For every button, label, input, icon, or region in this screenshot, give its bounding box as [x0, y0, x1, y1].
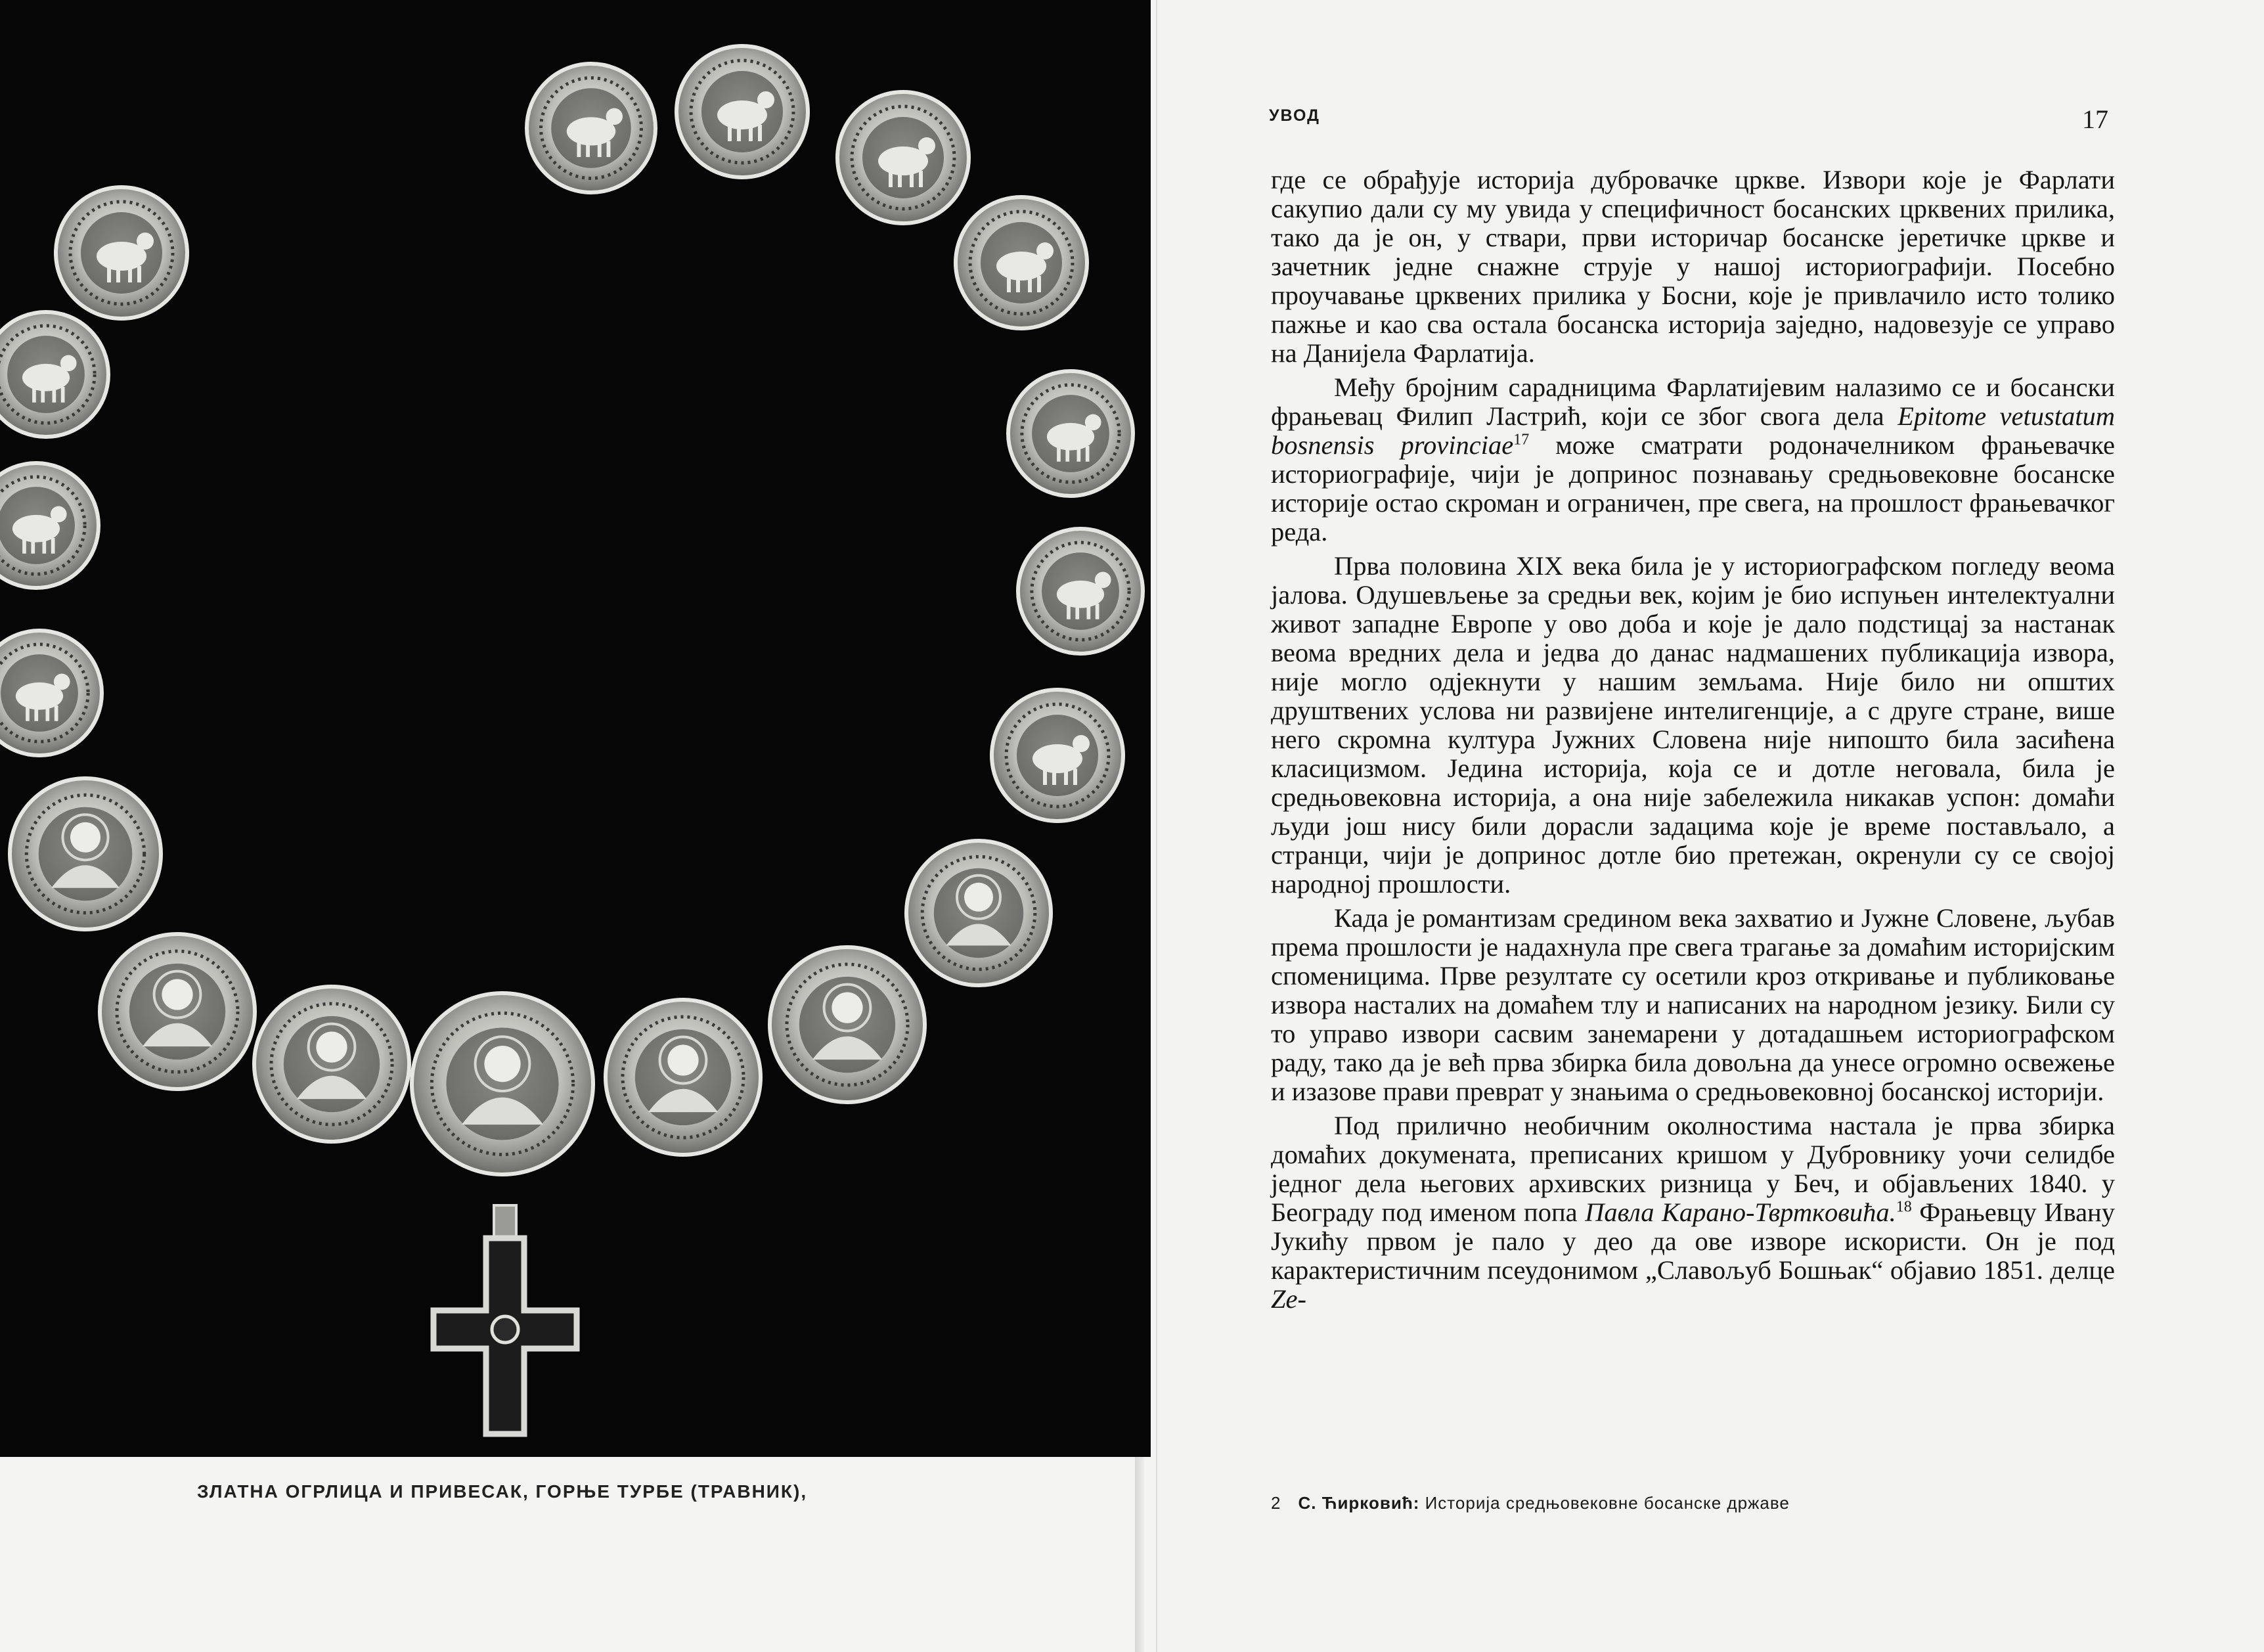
footer-author: С. Ћирковић:: [1298, 1493, 1420, 1513]
paragraph: Прва половина XIX века била је у историографском погледу веома јалова. Одушевљење за средњи век, којим је био испуњен интелектуални живот западне Европе у ово доба и које је дало подстицај за настанак веома вредних дела и једва до данас надмашених публикација извора, није могло одјекнути у нашим земљама. Није било ни општих друштвених услова ни развијене интелигенције, а с друге стране, више него скромна култура Јужних Словена није нипошто била засићена класицизмом. Једина историја, која се и дотле неговала, била је средњовековна историја, а она није забележила никакав успон: домаћи људи још нису били дорасли задацима које је време постављало, а странци, чији је допринос дотле био претежан, окренули су се својој народној прошлости.: [1271, 551, 2115, 899]
medallion-icon: [56, 187, 187, 319]
medallion-icon: [956, 197, 1087, 328]
medallion-icon: [412, 993, 593, 1174]
footer-title: Историја средњовековне босанске државе: [1425, 1493, 1790, 1513]
page-gutter: [1135, 1457, 1144, 1652]
person-name: Павла Карано-Тврткoвића.: [1585, 1197, 1896, 1227]
footnote-ref: 18: [1896, 1198, 1912, 1216]
medallion-icon: [100, 934, 255, 1089]
running-head: УВОД: [1269, 106, 1320, 125]
paragraph: Под прилично необичним околностима настала је прва збирка домаћих докумената, преписаних кришом у Дубровнику уочи селидбе једног дела његових архивских ризница у Беч, и објављених 1840. у Београду под именом попа Павла Карано-Тврткoвића.$^{18}$ Фрањевцу Ивану Јукићу првом је пало у део да ове изворе искористи. Он је под карактеристичним псеудонимом „Славољуб Бошњак“ објавио 1851. делце Ze-: [1271, 1111, 2115, 1314]
footnote-ref: 17: [1513, 431, 1530, 449]
page-number: 17: [2082, 104, 2108, 134]
medallion-icon: [606, 1000, 761, 1155]
page-divider: [1156, 0, 1157, 1652]
medallion-icon: [1008, 371, 1133, 496]
medallion-icon: [527, 64, 655, 192]
necklace-illustration: [0, 0, 1151, 1457]
page-footer: [1271, 1493, 1790, 1513]
medallion-icon: [992, 690, 1123, 821]
medallion-icon: [837, 92, 969, 223]
paragraph: где се обрађује историја дубровачке цркве. Извори које је Фарлати сакупио дали су му увида у специфичност босанских црквених прилика, тако да је он, у ствари, први историчар босанске јеретичке цркве и зачетник једне снажне струје у нашој историографији. Посебно проучавање црквених прилика у Босни, које је привлачило исто толико пажње и као сва остала босанска историја заједно, надовезује се управо на Данијела Фарлатија.: [1271, 165, 2115, 368]
medallion-icon: [1018, 529, 1143, 654]
medallion-icon: [0, 463, 99, 588]
work-title-start: Ze-: [1271, 1284, 1306, 1314]
medallion-icon: [0, 631, 102, 755]
book-title: Epitome vetustatum bosnensis provinciae: [1271, 401, 2115, 460]
body-text: [1271, 166, 2115, 1319]
paragraph: Када је романтизам средином века захватио и Јужне Словене, љубав према прошлости је надахнула пре свега трагање за домаћим историјским споменицима. Прве резултате су осетили кроз откривање и публиковање извора насталих на домаћем тлу и написаних на народном језику. Били су то управо извори сасвим занемарени у дотадашњем историографском раду, тако да је већ прва збирка била довољна да унесе огромно освежење и изазове прави преврат у знањима о средњовековној босанској историји.: [1271, 903, 2115, 1106]
medallion-icon: [0, 312, 108, 437]
cross-pendant-icon: [433, 1205, 577, 1434]
signature-mark: 2: [1271, 1493, 1281, 1513]
medallion-icon: [677, 46, 808, 177]
medallion-icon: [770, 947, 925, 1102]
photo-caption: ЗЛАТНА ОГРЛИЦА И ПРИВЕСАК, ГОРЊЕ ТУРБЕ (ТРАВНИК),: [197, 1481, 808, 1502]
necklace-photograph: [0, 0, 1151, 1457]
medallion-icon: [254, 987, 409, 1142]
medallion-icon: [10, 778, 161, 929]
medallion-icon: [906, 841, 1051, 985]
paragraph: Међу бројним сарадницима Фарлатијевим налазимо се и босански фрањевац Филип Ластрић, који се због свога дела Epitome vetustatum bosnensis provinciae$^{17}$ може сматрати родоначелником фрањевачке историографије, чији је допринос познавању средњовековне босанске историје остао скроман и ограничен, пре свега, на прошлост фрањевачког реда.: [1271, 372, 2116, 547]
